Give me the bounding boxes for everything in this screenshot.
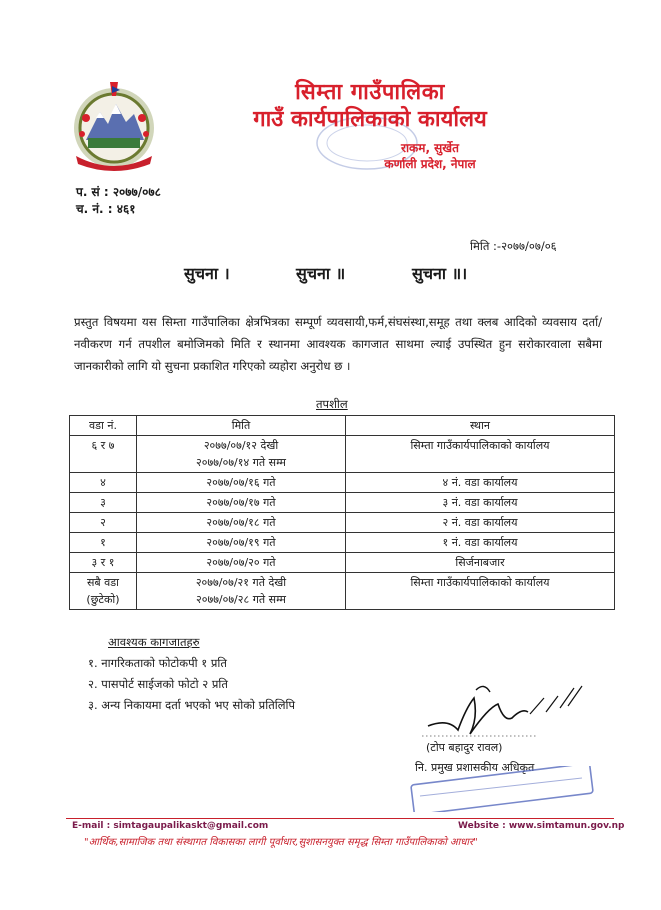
date-start: २०७७/०७/२१ गते देखी [195, 576, 287, 589]
letterhead [180, 80, 560, 172]
ward-cell: ४ [70, 473, 137, 493]
place-cell: सिर्जनाबजार [346, 553, 615, 573]
ward-cell: ३ र १ [70, 553, 137, 573]
province-line: कर्णाली प्रदेश, नेपाल [384, 157, 476, 171]
signatory-title: नि. प्रमुख प्रशासकीय अधिकृत [415, 761, 535, 774]
notice-heading-3: सुचना ॥। [412, 264, 468, 283]
footer-website: Website : www.simtamun.gov.np [458, 821, 625, 831]
official-stamp-icon [406, 766, 606, 812]
municipality-name: सिम्ता गाउँपालिका [295, 80, 445, 105]
signatory-name: (टोप बहादुर रावल) [426, 741, 503, 754]
schedule-table [69, 415, 615, 610]
date-cell: २०७७/०७/१६ गते [137, 473, 346, 493]
table-title: तपशील [316, 397, 348, 411]
table-row [70, 513, 615, 533]
ward-cell: ६ र ७ [70, 436, 137, 473]
letter-number: प. सं : २०७७/०७८ [76, 185, 161, 199]
nepal-emblem-icon [66, 78, 162, 174]
place-cell: सिम्ता गाउँकार्यपालिकाको कार्यालय [346, 436, 615, 473]
col-header-date: मिति [137, 416, 346, 436]
table-row [70, 533, 615, 553]
table-row [70, 436, 615, 473]
date-end: २०७७/०७/१४ गते सम्म [196, 456, 286, 469]
ward-cell [70, 573, 137, 610]
ward-cell: २ [70, 513, 137, 533]
date-end: २०७७/०७/२८ गते सम्म [196, 593, 286, 606]
place-cell: १ नं. वडा कार्यालय [346, 533, 615, 553]
notice-date: मिति :-२०७७/०७/०६ [470, 239, 557, 253]
footer-divider [66, 818, 614, 819]
notice-heading-1: सुचना । [184, 264, 230, 283]
date-start: २०७७/०७/१२ देखी [203, 439, 279, 452]
ward-note: (छुटेको) [86, 593, 120, 606]
document-item: २. पासपोर्ट साईजको फोटो २ प्रति [88, 677, 228, 691]
ward-label: सबै वडा [86, 576, 120, 589]
date-cell [137, 573, 346, 610]
col-header-ward: वडा नं. [70, 416, 137, 436]
document-item: १. नागरिकताको फोटोकपी १ प्रति [88, 656, 227, 670]
handwritten-signature-icon [418, 678, 598, 740]
col-header-place: स्थान [346, 416, 615, 436]
table-row [70, 473, 615, 493]
notice-heading-2: सुचना ॥ [296, 264, 346, 283]
dispatch-number: च. नं. : ४६१ [76, 202, 136, 216]
notice-body: प्रस्तुत विषयमा यस सिम्ता गाउँपालिका क्षेत्रभित्रका सम्पूर्ण व्यवसायी,फर्म,संघसंस्था,समूह तथा क्लब आदिको व्यवसाय दर्ता/नवीकरण गर्न तपशील बमोजिमको मिति र स्थानमा आवश्यक कागजात साथमा ल्याई उपस्थित हुन सरोकारवाला सबैमा जानकारीको लागि यो सुचना प्रकाशित गरिएको व्यहोरा अनुरोध छ । [74, 315, 602, 373]
document-item: ३. अन्य निकायमा दर्ता भएको भए सोको प्रतिलिपि [88, 698, 296, 712]
place-cell: २ नं. वडा कार्यालय [346, 513, 615, 533]
required-documents [88, 632, 295, 716]
office-name: गाउँ कार्यपालिकाको कार्यालय [253, 107, 487, 132]
table-header-row [70, 416, 615, 436]
table-row [70, 553, 615, 573]
footer-email: E-mail : simtagaupalikaskt@gmail.com [72, 821, 269, 831]
place-cell: सिम्ता गाउँकार्यपालिकाको कार्यालय [346, 573, 615, 610]
ward-cell: १ [70, 533, 137, 553]
table-row [70, 493, 615, 513]
documents-heading: आवश्यक कागजातहरु [108, 635, 200, 649]
date-cell: २०७७/०७/१७ गते [137, 493, 346, 513]
date-cell: २०७७/०७/२० गते [137, 553, 346, 573]
table-row [70, 573, 615, 610]
ward-cell: ३ [70, 493, 137, 513]
reference-numbers [76, 184, 161, 218]
place-cell: ३ नं. वडा कार्यालय [346, 493, 615, 513]
date-cell [137, 436, 346, 473]
date-cell: २०७७/०७/१९ गते [137, 533, 346, 553]
date-cell: २०७७/०७/१८ गते [137, 513, 346, 533]
place-cell: ४ नं. वडा कार्यालय [346, 473, 615, 493]
address-line: राकम, सुर्खेत [401, 141, 459, 155]
footer-motto: "आर्थिक,सामाजिक तथा संस्थागत विकासका लागी पूर्वाधार,सुशासनयुक्त समृद्ध सिम्ता गाउँपालिकाको आधार" [84, 837, 478, 848]
